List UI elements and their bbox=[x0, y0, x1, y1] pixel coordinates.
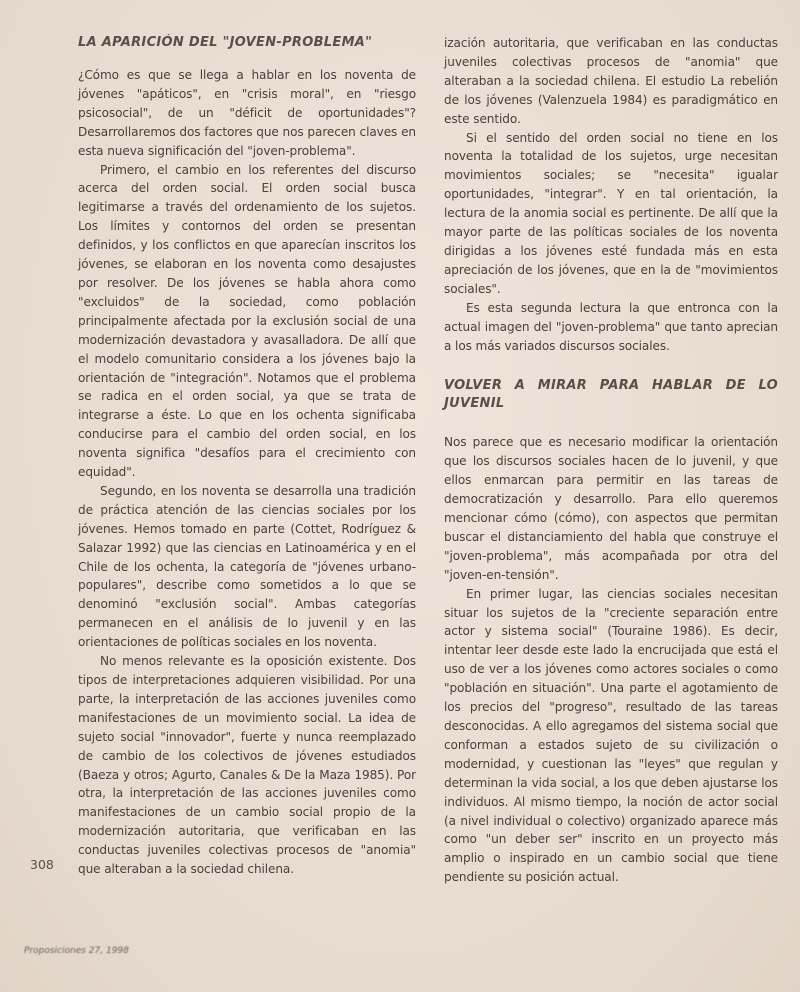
running-footer: Proposiciones 27, 1998 bbox=[24, 946, 129, 956]
paragraph: ¿Cómo es que se llega a hablar en los noventa de jóvenes "apáticos", en "crisis moral", en "riesgo psicosocial", de un "déficit de oportunidades"? Desarrollaremos dos factores que nos parecen claves en esta nueva significación del "joven-problema". bbox=[78, 68, 416, 158]
paragraph: Segundo, en los noventa se desarrolla una tradición de práctica atención de las ciencias sociales por los jóvenes. Hemos tomado en parte (Cottet, Rodríguez & Salazar 1992) que las ciencias en Latinoamérica y en el Chile de los ochenta, la categoría de "jóvenes urbano-populares", describe como sometidos a lo que se denominó "exclusión social". Ambas categorías permanecen en el análisis de lo juvenil y en las orientaciones de políticas sociales en los noventa. bbox=[78, 483, 416, 650]
section-heading-joven-problema: LA APARICIÓN DEL "JOVEN-PROBLEMA" bbox=[78, 35, 373, 50]
paragraph: Primero, el cambio en los referentes del discurso acerca del orden social. El orden social busca legitimarse a través del ordenamiento de los sujetos. Los límites y contornos del orden se presentan definidos, y los conflictos en que aparecían inscritos los jóvenes, se elaboran en los noventa como desajustes por resolver. De los jóvenes se habla ahora como "excluidos" de la sociedad, como población principalmente afectada por la exclusión social de una modernización devastadora y avasalladora. De allí que el modelo comunitario considera a los jóvenes bajo la orientación de "integración". Notamos que el problema se radica en el orden social, ya que se trata de integrarse a éste. Lo que en los ochenta significaba conducirse para el cambio del orden social, en los noventa significa "desafíos para el crecimiento con equidad". bbox=[78, 162, 416, 480]
paragraph: ización autoritaria, que verificaban en las conductas juveniles colectivas procesos de "anomia" que alteraban a la sociedad chilena. El estudio La rebelión de los jóvenes (Valenzuela 1984) es paradigmático en este sentido. bbox=[444, 36, 778, 126]
section-heading-volver-a-mirar: VOLVER A MIRAR PARA HABLAR DE LO JUVENIL bbox=[444, 378, 778, 412]
paragraph: Nos parece que es necesario modificar la orientación que los discursos sociales hacen de lo juvenil, y que ellos enmarcan para permitir en las tareas de democratización y desarrollo. Para ello queremos mencionar cómo (cómo), con aspectos que permitan buscar el distanciamiento del habla que construye el "joven-problema", más acompañada por otra del "joven-en-tensión". bbox=[444, 435, 778, 582]
left-column bbox=[78, 34, 416, 879]
page-number: 308 bbox=[30, 857, 54, 872]
paragraph: No menos relevante es la oposición existente. Dos tipos de interpretaciones adquieren visibilidad. Por una parte, la interpretación de las acciones juveniles como manifestaciones de un movimiento social. La idea de sujeto social "innovador", fuerte y nunca reemplazado de cambio de los colectivos de jóvenes estudiados (Baeza y otros; Agurto, Canales & De la Maza 1985). Por otra, la interpretación de las acciones juveniles como manifestaciones de un cambio social propio de la modernización autoritaria, que verificaban en las conductas juveniles colectivas procesos de "anomia" que alteraban a la sociedad chilena. bbox=[78, 654, 416, 877]
paragraph: En primer lugar, las ciencias sociales necesitan situar los sujetos de la "creciente separación entre actor y sistema social" (Touraine 1986). Es decir, intentar leer desde este lado la encrucijada que está el uso de ver a los jóvenes como actores sociales o como "población en situación". Una parte el agotamiento de los precios del "progreso", resultado de las tareas desconocidas. A ello agregamos del sistema social que conforman a estados sujeto de su civilización o modernidad, y cuestionan las "leyes" que regulan y determinan la vida social, a los que deben ajustarse los individuos. Al mismo tiempo, la noción de actor social (a nivel individual o colectivo) organizado aparece más como "un deber ser" inscrito en un proyecto más amplio o inspirado en un cambio social que tiene pendiente su posición actual. bbox=[444, 586, 778, 885]
right-column bbox=[444, 34, 778, 887]
paragraph: Es esta segunda lectura la que entronca con la actual imagen del "joven-problema" que tanto aprecian a los más variados discursos sociales. bbox=[444, 300, 778, 353]
paragraph: Si el sentido del orden social no tiene en los noventa la totalidad de los sujetos, urge necesitan movimientos sociales; se "necesita" igualar oportunidades, "integrar". Y en tal orientación, la lectura de la anomia social es pertinente. De allí que la mayor parte de las políticas sociales de los noventa dirigidas a los jóvenes esté fundada más en esta apreciación de los jóvenes, que en la de "movimientos sociales". bbox=[444, 130, 778, 296]
